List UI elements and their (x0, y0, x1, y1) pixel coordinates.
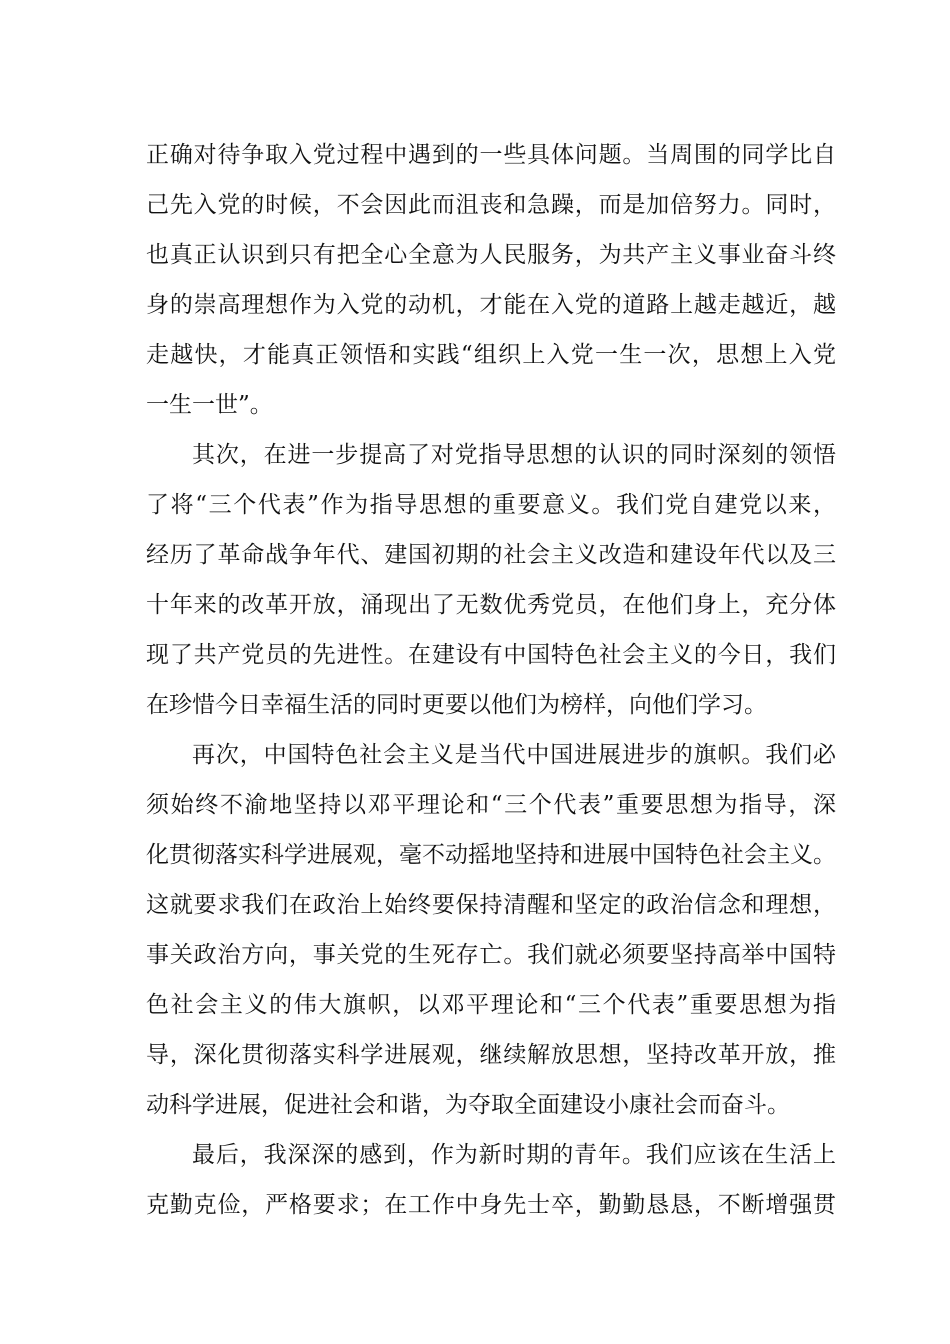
text-line: 正确对待争取入党过程中遇到的一些具体问题。当周围的同学比自 (146, 142, 836, 168)
text-line: 动科学进展，促进社会和谐，为夺取全面建设小康社会而奋斗。 (146, 1092, 790, 1118)
text-line: 己先入党的时候，不会因此而沮丧和急躁，而是加倍努力。同时， (146, 192, 836, 218)
text-line: 须始终不渝地坚持以邓平理论和“三个代表”重要思想为指导，深 (146, 792, 836, 818)
text-line: 事关政治方向，事关党的生死存亡。我们就必须要坚持高举中国特 (146, 942, 836, 968)
text-line: 经历了革命战争年代、建国初期的社会主义改造和建设年代以及三 (146, 542, 836, 568)
text-line: 导，深化贯彻落实科学进展观，继续解放思想，坚持改革开放，推 (146, 1042, 836, 1068)
text-line: 了将“三个代表”作为指导思想的重要意义。我们党自建党以来， (146, 492, 836, 518)
text-line: 一生一世”。 (146, 392, 273, 418)
text-line: 克勤克俭，严格要求；在工作中身先士卒，勤勤恳恳，不断增强贯 (146, 1192, 836, 1218)
text-line: 身的崇高理想作为入党的动机，才能在入党的道路上越走越近，越 (146, 292, 836, 318)
text-line: 十年来的改革开放，涌现出了无数优秀党员，在他们身上，充分体 (146, 592, 836, 618)
text-line: 化贯彻落实科学进展观，毫不动摇地坚持和进展中国特色社会主义。 (146, 842, 836, 868)
body-text (146, 130, 836, 1230)
text-line: 这就要求我们在政治上始终要保持清醒和坚定的政治信念和理想， (146, 892, 836, 918)
paragraph-first-line: 其次，在进一步提高了对党指导思想的认识的同时深刻的领悟 (192, 442, 836, 468)
text-line: 现了共产党员的先进性。在建设有中国特色社会主义的今日，我们 (146, 642, 836, 668)
paragraph-first-line: 最后，我深深的感到，作为新时期的青年。我们应该在生活上 (192, 1142, 836, 1168)
text-line: 色社会主义的伟大旗帜，以邓平理论和“三个代表”重要思想为指 (146, 992, 836, 1018)
text-line: 在珍惜今日幸福生活的同时更要以他们为榜样，向他们学习。 (146, 692, 767, 718)
paragraph-first-line: 再次，中国特色社会主义是当代中国进展进步的旗帜。我们必 (192, 742, 836, 768)
text-line: 走越快，才能真正领悟和实践“组织上入党一生一次，思想上入党 (146, 342, 836, 368)
text-line: 也真正认识到只有把全心全意为人民服务，为共产主义事业奋斗终 (146, 242, 836, 268)
